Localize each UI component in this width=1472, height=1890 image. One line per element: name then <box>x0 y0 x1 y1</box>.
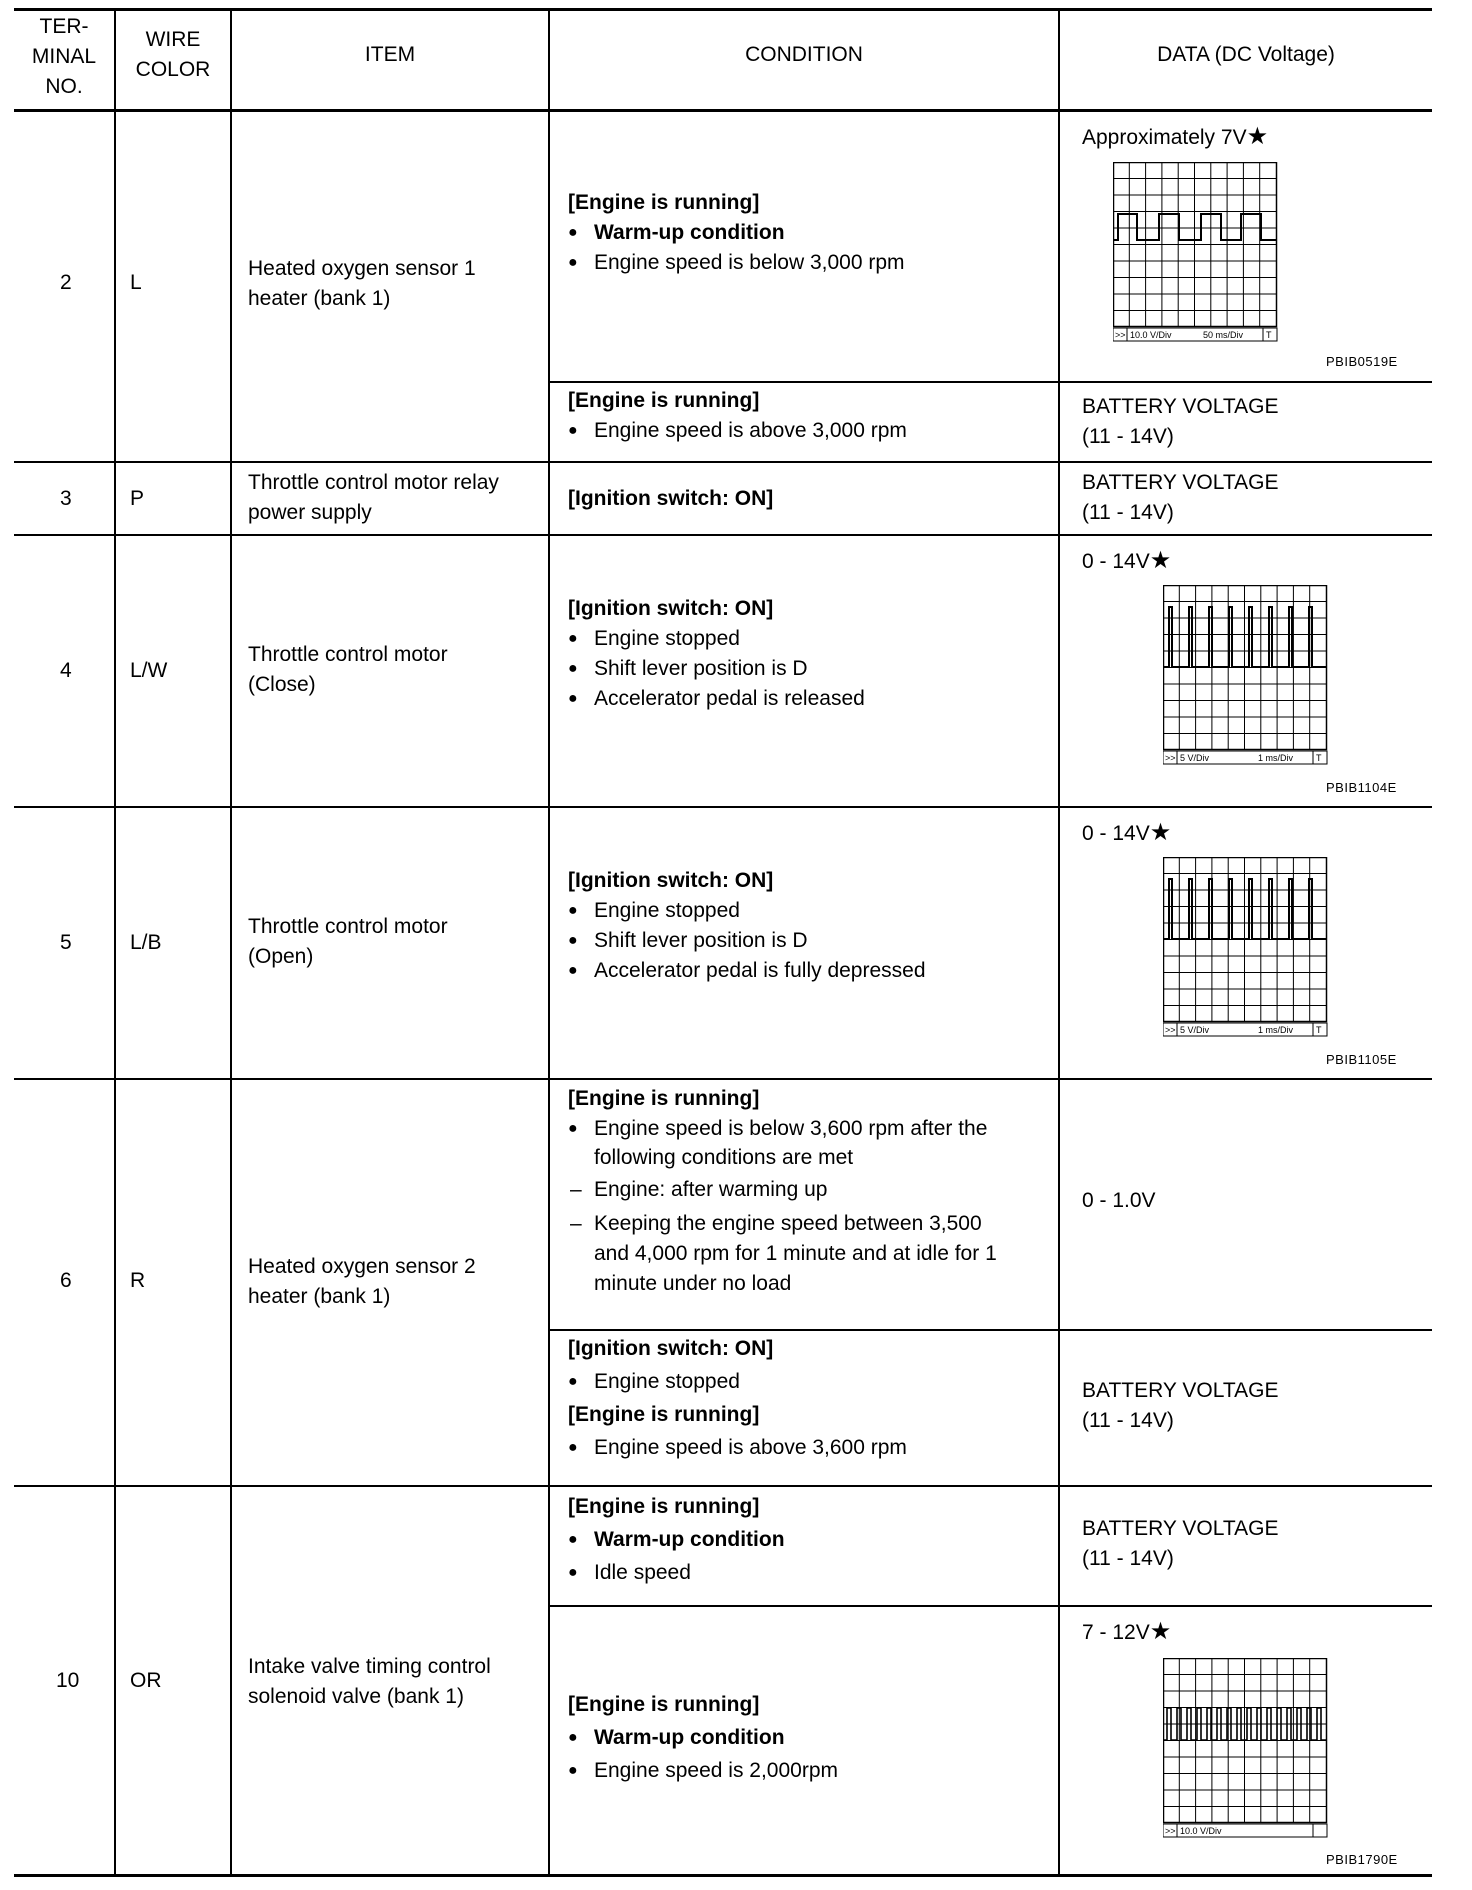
wire-color: L/B <box>130 931 162 954</box>
wire-color: OR <box>130 1669 162 1692</box>
data-value: BATTERY VOLTAGE (11 - 14V) <box>1082 395 1279 448</box>
scope-volts-div: 5 V/Div <box>1180 753 1210 763</box>
scope-marker: >> <box>1115 330 1126 340</box>
scope-trigger: T <box>1266 330 1272 340</box>
condition-block: [Ignition switch: ON] <box>568 487 774 510</box>
scope-time-div: 1 ms/Div <box>1258 753 1294 763</box>
data-value: BATTERY VOLTAGE (11 - 14V) <box>1082 471 1279 524</box>
condition-block: [Engine is running] ● Warm-up condition ● Idle speed <box>568 1492 1058 1588</box>
figure-code: PBIB1104E <box>1326 780 1397 795</box>
terminal-number: 3 <box>60 487 72 510</box>
wire-color: R <box>130 1269 146 1292</box>
col-divider-1 <box>114 8 116 1875</box>
scope-volts-div: 10.0 V/Div <box>1130 330 1172 340</box>
header-bottom-border <box>14 109 1432 112</box>
figure-code: PBIB0519E <box>1326 354 1398 369</box>
scope-marker: >> <box>1165 1826 1176 1836</box>
star-icon: ★ <box>1246 123 1269 150</box>
col-divider-2 <box>230 8 232 1875</box>
scope-trigger: T <box>1316 753 1322 763</box>
star-icon: ★ <box>1149 819 1172 846</box>
oscilloscope-waveform-graph <box>1113 162 1289 344</box>
scope-time-div: 50 ms/Div <box>1203 330 1244 340</box>
row-separator <box>14 461 1432 463</box>
row-separator <box>14 806 1432 808</box>
header-item: ITEM <box>364 43 416 66</box>
item-description: Intake valve timing control solenoid valve (bank 1) <box>248 1655 491 1708</box>
scope-time-div: 1 ms/Div <box>1258 1025 1294 1035</box>
wire-color: L/W <box>130 659 168 682</box>
data-value: 0 - 1.0V <box>1082 1189 1156 1212</box>
table-bottom-border <box>14 1874 1432 1877</box>
oscilloscope-waveform-graph <box>1163 1658 1339 1840</box>
condition-block: [Engine is running] ● Engine speed is below 3,600 rpm after the following conditions are met – Engine: after warming up – Keeping the engine speed between 3,500 and 4,000 rpm for 1 minute and at idle for 1 minute under no load <box>568 1084 1058 1299</box>
item-description: Throttle control motor relay power supply <box>248 471 499 524</box>
item-description: Throttle control motor (Open) <box>248 915 448 968</box>
condition-block: [Ignition switch: ON] ● Engine stopped ● Shift lever position is D ● Accelerator pedal is fully depressed <box>568 866 1058 986</box>
header-terminal-no: TER- MINAL NO. <box>31 15 97 98</box>
scope-volts-div: 5 V/Div <box>1180 1025 1210 1035</box>
star-icon: ★ <box>1149 547 1172 574</box>
data-value: 0 - 14V★ <box>1082 819 1172 846</box>
condition-block: [Engine is running] ● Engine speed is above 3,000 rpm <box>568 386 1058 446</box>
scope-volts-div: 10.0 V/Div <box>1180 1826 1222 1836</box>
figure-code: PBIB1790E <box>1326 1852 1398 1867</box>
scope-marker: >> <box>1165 753 1176 763</box>
data-value: BATTERY VOLTAGE (11 - 14V) <box>1082 1517 1279 1570</box>
terminal-number: 5 <box>60 931 72 954</box>
header-data: DATA (DC Voltage) <box>1157 43 1335 66</box>
condition-block: [Ignition switch: ON] ● Engine stopped ● Shift lever position is D ● Accelerator pedal is released <box>568 594 1058 714</box>
star-icon: ★ <box>1149 1618 1172 1645</box>
terminal-number: 10 <box>56 1669 80 1692</box>
terminal-number: 4 <box>60 659 72 682</box>
data-value: Approximately 7V★ <box>1082 123 1269 150</box>
item-description: Throttle control motor (Close) <box>248 643 448 696</box>
col-divider-3 <box>548 8 550 1875</box>
data-value: 0 - 14V★ <box>1082 547 1172 574</box>
item-description: Heated oxygen sensor 2 heater (bank 1) <box>248 1255 476 1308</box>
table-top-border <box>14 8 1432 11</box>
data-value: 7 - 12V★ <box>1082 1618 1172 1645</box>
terminal-number: 6 <box>60 1269 72 1292</box>
subrow-separator <box>548 381 1432 383</box>
condition-block: [Engine is running] ● Warm-up condition ● Engine speed is below 3,000 rpm <box>568 188 1058 278</box>
scope-trigger: T <box>1316 1025 1322 1035</box>
subrow-separator <box>548 1329 1432 1331</box>
scope-marker: >> <box>1165 1025 1176 1035</box>
figure-code: PBIB1105E <box>1326 1052 1397 1067</box>
row-separator <box>14 1485 1432 1487</box>
terminal-number: 2 <box>60 271 72 294</box>
condition-block: [Ignition switch: ON] ● Engine stopped [Engine is running] ● Engine speed is above 3,600 rpm <box>568 1334 1058 1463</box>
header-wire-color: WIRE COLOR <box>135 28 211 81</box>
col-divider-4 <box>1058 8 1060 1875</box>
row-separator <box>14 534 1432 536</box>
oscilloscope-waveform-graph <box>1163 857 1339 1039</box>
oscilloscope-waveform-graph <box>1163 585 1339 767</box>
condition-block: [Engine is running] ● Warm-up condition ● Engine speed is 2,000rpm <box>568 1690 1058 1786</box>
subrow-separator <box>548 1605 1432 1607</box>
item-description: Heated oxygen sensor 1 heater (bank 1) <box>248 257 476 310</box>
row-separator <box>14 1078 1432 1080</box>
data-value: BATTERY VOLTAGE (11 - 14V) <box>1082 1379 1279 1432</box>
wire-color: P <box>130 487 145 510</box>
wire-color: L <box>130 271 142 294</box>
header-condition: CONDITION <box>745 43 863 66</box>
